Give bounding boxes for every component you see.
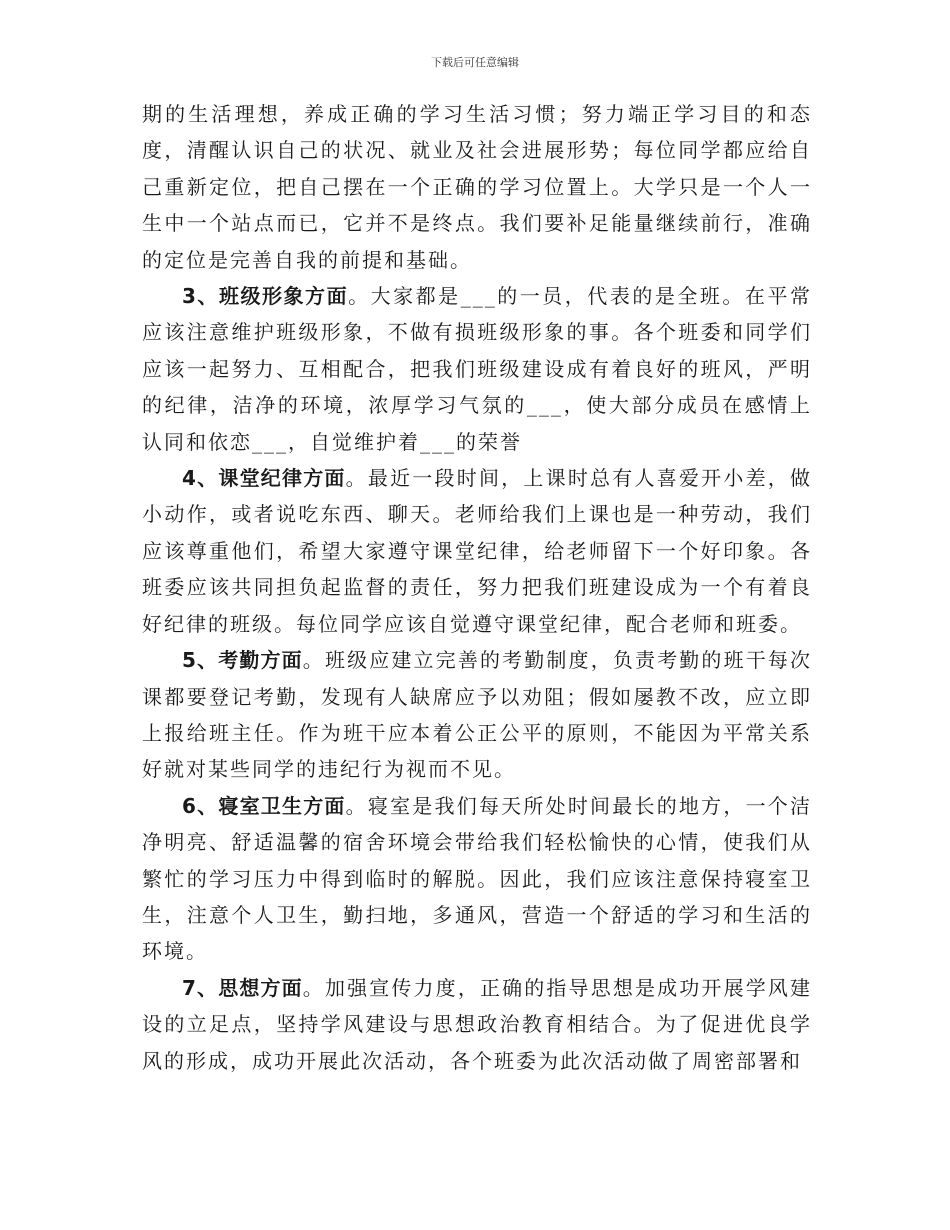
paragraph-text: 期的生活理想，养成正确的学习生活习惯；努力端正学习目的和态度，清醒认识自己的状况、就业及社会进展形势；每位同学都应给自己重新定位，把自己摆在一个正确的学习位置上。大学只是一个人一生中一个站点而已，它并不是终点。我们要补足能量继续前行，准确的定位是完善自我的前提和基础。 [142, 102, 812, 272]
paragraph-attendance [142, 642, 812, 788]
paragraph-text: 。寝室是我们每天所处时间最长的地方，一个洁净明亮、舒适温馨的宿舍环境会带给我们轻松愉快的心情，使我们从繁忙的学习压力中得到临时的解脱。因此，我们应该注意保持寝室卫生，注意个人卫生，勤扫地，多通风，营造一个舒适的学习和生活的环境。 [142, 793, 812, 964]
section-heading: 6、寝室卫生方面 [182, 793, 346, 818]
paragraph-classroom-discipline [142, 460, 812, 642]
section-heading: 3、班级形象方面 [182, 284, 349, 309]
paragraph-text: 。班级应建立完善的考勤制度，负责考勤的班干每次课都要登记考勤，发现有人缺席应予以劝阻；假如屡教不改，应立即上报给班主任。作为班干应本着公正公平的原则，不能因为平常关系好就对某些同学的违纪行为视而不见。 [142, 648, 813, 782]
document-body [142, 96, 812, 1079]
paragraph-continuation [142, 96, 812, 278]
paragraph-ideology [142, 970, 812, 1079]
paragraph-dorm-hygiene [142, 788, 812, 970]
paragraph-text: 。最近一段时间，上课时总有人喜爱开小差，做小动作，或者说吃东西、聊天。老师给我们上课也是一种劳动，我们应该尊重他们，希望大家遵守课堂纪律，给老师留下一个好印象。各班委应该共同担负起监督的责任，努力把我们班建设成为一个有着良好纪律的班级。每位同学应该自觉遵守课堂纪律，配合老师和班委。 [142, 466, 812, 636]
section-heading: 4、课堂纪律方面 [182, 466, 346, 491]
paragraph-text: 。加强宣传力度，正确的指导思想是成功开展学风建设的立足点，坚持学风建设与思想政治教育相结合。为了促进优良学风的形成，成功开展此次活动，各个班委为此次活动做了周密部署和 [142, 975, 813, 1073]
page-header: 下载后可任意编辑 [431, 56, 519, 69]
section-heading: 5、考勤方面 [182, 648, 303, 673]
paragraph-text: 。大家都是___的一员，代表的是全班。在平常应该注意维护班级形象，不做有损班级形象的事。各个班委和同学们应该一起努力、互相配合，把我们班级建设成有着良好的班风，严明的纪律，洁净的环境，浓厚学习气氛的___，使大部分成员在感情上认同和依恋___，自觉维护着___的荣誉 [142, 284, 813, 454]
paragraph-class-image [142, 278, 812, 460]
section-heading: 7、思想方面 [182, 975, 303, 1000]
